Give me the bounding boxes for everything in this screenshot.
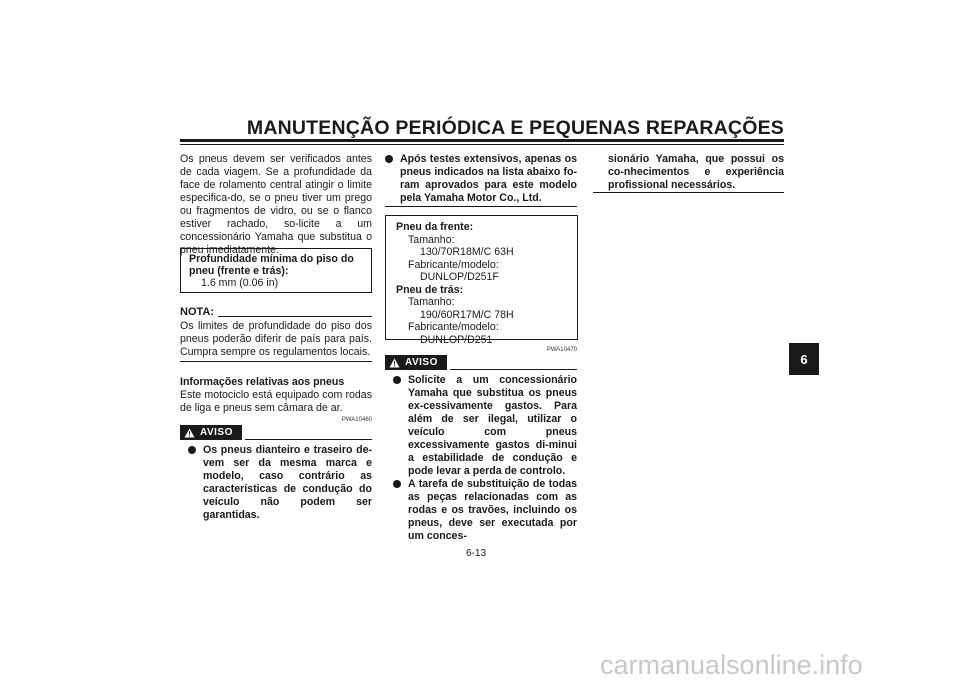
rear-maker-value: DUNLOP/D251 (420, 333, 493, 346)
front-maker-label: Fabricante/modelo: (408, 258, 499, 271)
nota-heading (180, 306, 372, 320)
nota-rule (218, 316, 372, 317)
list-item (393, 374, 577, 478)
bullet-icon (393, 376, 401, 384)
front-size-value: 130/70R18M/C 63H (420, 246, 514, 258)
title-rule-thin (180, 144, 784, 145)
warning-icon (184, 428, 195, 438)
warning-icon (389, 358, 400, 368)
page-title: MANUTENÇÃO PERIÓDICA E PEQUENAS REPARAÇÕES (246, 117, 784, 139)
aviso-label-1: AVISO (200, 427, 233, 438)
rear-size-value: 190/60R17M/C 78H (420, 308, 514, 321)
chapter-tab: 6 (789, 343, 819, 375)
approved-rule (385, 206, 577, 207)
aviso-item-text: Solicite a um concessionário Yamaha que substitua os pneus ex-cessivamente gastos. Para além de ser ilegal, utilizar o veículo com pneus excessivamente gastos di-minui a estabilidade de condução e pode levar a perda de controlo. (408, 374, 577, 477)
aviso-rule-2 (450, 369, 577, 370)
aviso-rule-1 (245, 439, 372, 440)
rear-maker-label: Fabricante/modelo: (408, 321, 499, 333)
page-number: 6-13 (465, 548, 486, 559)
front-maker-value: DUNLOP/D251F (420, 271, 499, 283)
intro-paragraph: Os pneus devem ser verificados antes de cada viagem. Se a profundidade da face de rolamento central atingir o limite especifica-do, se o pneu tiver um prego ou fragmentos de vidro, ou se o flanco estiver rachado, so-licite a um concessionário Yamaha que substitua o pneu imediatamente. (180, 153, 372, 256)
list-item (385, 153, 577, 205)
rear-tire-label: Pneu de trás: (396, 283, 464, 296)
bullet-icon (385, 155, 393, 163)
info-heading: Informações relativas aos pneus (180, 376, 345, 388)
info-text: Este motociclo está equipado com rodas de liga e pneus sem câmara de ar. (180, 389, 372, 414)
aviso-label-2: AVISO (405, 357, 438, 368)
watermark: carmanualsonline.info (600, 650, 863, 680)
rear-size-label: Tamanho: (408, 296, 455, 308)
aviso-item-text: Os pneus dianteiro e traseiro de-vem ser da mesma marca e modelo, caso contrário as características de condução do veículo não podem ser garantidas. (203, 444, 372, 521)
title-rule (180, 139, 784, 142)
aviso-end-rule (593, 192, 784, 193)
list-item (188, 444, 372, 522)
min-tread-title: Profundidade mínima do piso do pneu (frente e trás): (189, 253, 354, 277)
nota-label: NOTA: (180, 306, 215, 318)
nota-end-rule (180, 361, 372, 362)
bullet-icon (188, 446, 196, 454)
continued-text: sionário Yamaha, que possui os co-nhecimentos e experiência profissional necessários. (608, 153, 784, 191)
tire-spec-box (385, 215, 578, 346)
aviso-code-1: PWA10460 (341, 417, 372, 423)
front-size-label: Tamanho: (408, 233, 455, 246)
approved-text: Após testes extensivos, apenas os pneus indicados na lista abaixo fo-ram aprovados para este modelo pela Yamaha Motor Co., Ltd. (400, 153, 577, 204)
aviso-list-1 (188, 444, 372, 522)
aviso-item-text: A tarefa de substituição de todas as peças relacionadas com as rodas e os travões, incluindo os pneus, deve ser executada por um conces- (408, 478, 577, 542)
list-item (393, 478, 577, 543)
nota-text: Os limites de profundidade do piso dos pneus poderão diferir de país para país. Cumpra sempre os regulamentos locais. (180, 320, 372, 358)
aviso-list-2 (393, 374, 577, 543)
front-tire-label: Pneu da frente: (396, 221, 474, 233)
aviso-badge-1 (180, 425, 242, 440)
aviso-code-2: PWA10470 (546, 347, 577, 353)
aviso-badge-2 (385, 355, 447, 370)
min-tread-box (180, 248, 372, 293)
min-tread-value: 1.6 mm (0.06 in) (201, 277, 279, 289)
bullet-icon (393, 480, 401, 488)
approved-list (385, 153, 577, 205)
